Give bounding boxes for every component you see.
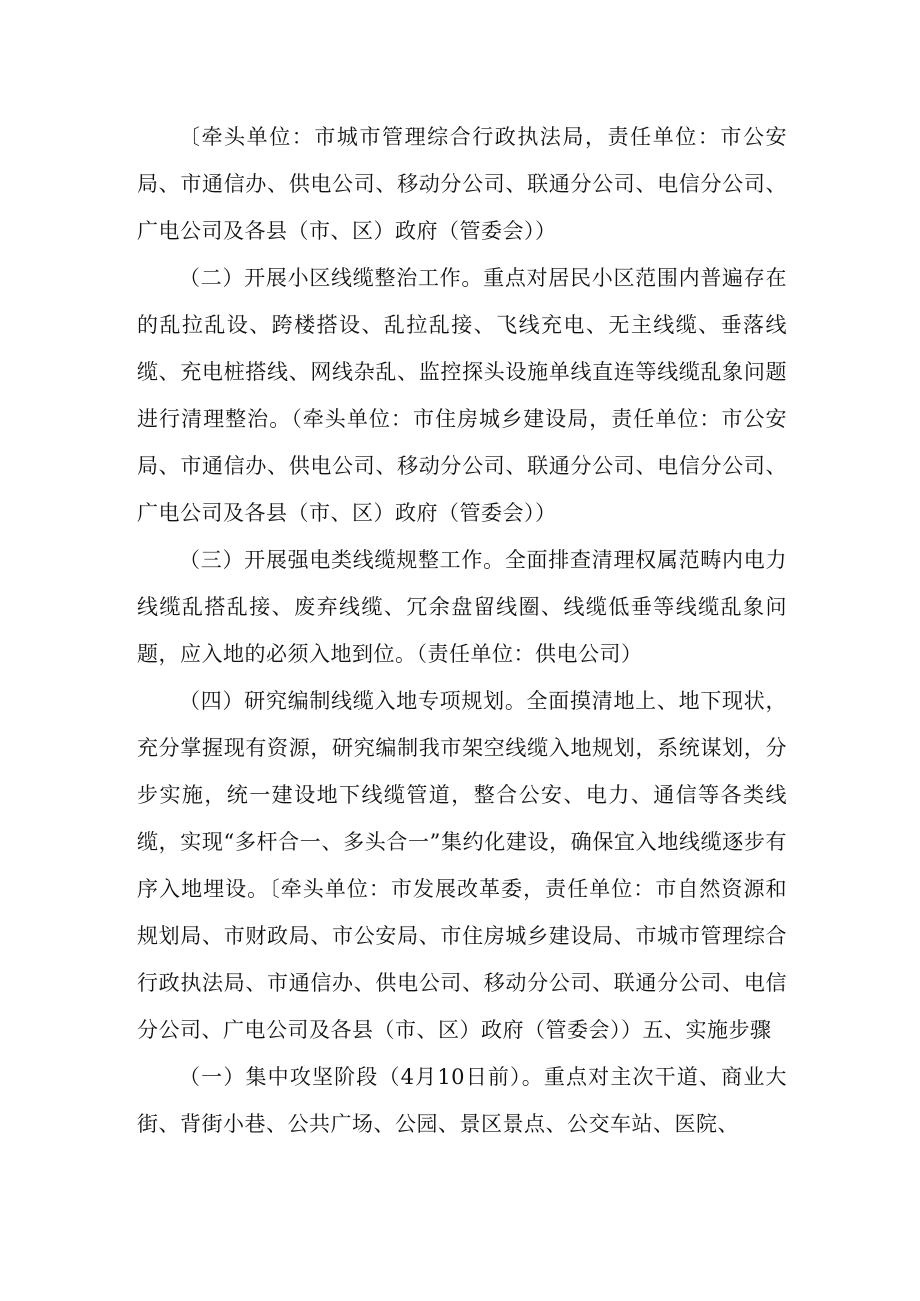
document-body [137,114,787,1148]
paragraph-concentrated-stage: （一）集中攻坚阶段（4月10日前）。重点对主次干道、商业大街、背街小巷、公共广场、公园、景区景点、公交车站、医院、 [137,1065,787,1136]
paragraph-residential-cable-rectification: （二）开展小区线缆整治工作。重点对居民小区范围内普遍存在的乱拉乱设、跨楼搭设、乱拉乱接、飞线充电、无主线缆、垂落线缆、充电桩搭线、网线杂乱、监控探头设施单线直连等线缆乱象问题进行清理整治。（牵头单位：市住房城乡建设局，责任单位：市公安局、市通信办、供电公司、移动分公司、联通分公司、电信分公司、广电公司及各县（市、区）政府（管委会）） [137,266,787,525]
paragraph-lead-unit-city-management: 〔牵头单位：市城市管理综合行政执法局，责任单位：市公安局、市通信办、供电公司、移动分公司、联通分公司、电信分公司、广电公司及各县（市、区）政府（管委会）） [137,125,787,243]
paragraph-power-cable-regulation: （三）开展强电类线缆规整工作。全面排查清理权属范畴内电力线缆乱搭乱接、废弃线缆、冗余盘留线圈、线缆低垂等线缆乱象问题，应入地的必须入地到位。（责任单位：供电公司） [137,548,787,666]
paragraph-underground-cable-planning: （四）研究编制线缆入地专项规划。全面摸清地上、地下现状，充分掌握现有资源，研究编制我市架空线缆入地规划，系统谋划，分步实施，统一建设地下线缆管道，整合公安、电力、通信等各类线缆，实现“多杆合一、多头合一”集约化建设，确保宜入地线缆逐步有序入地埋设。〔牵头单位：市发展改革委，责任单位：市自然资源和规划局、市财政局、市公安局、市住房城乡建设局、市城市管理综合行政执法局、市通信办、供电公司、移动分公司、联通分公司、电信分公司、广电公司及各县（市、区）政府（管委会））五、实施步骤 [137,689,787,1042]
